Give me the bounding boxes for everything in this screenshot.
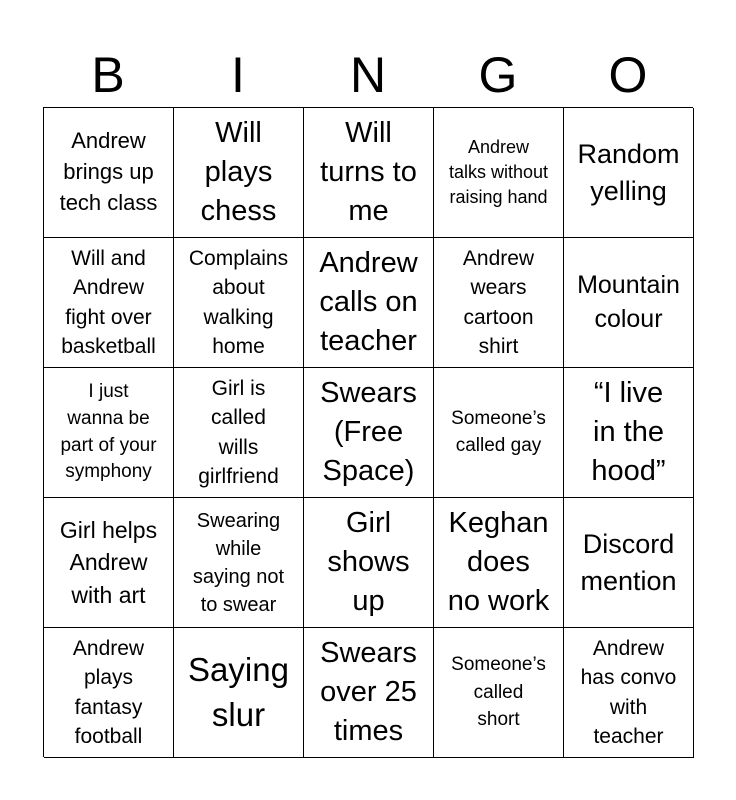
bingo-cell[interactable]	[564, 368, 694, 498]
bingo-cell[interactable]	[174, 108, 304, 238]
bingo-cell-text: Swears (Free Space)	[320, 376, 417, 488]
bingo-cell-text: Saying slur	[188, 650, 289, 733]
bingo-cell-text: Someone’s called gay	[451, 407, 546, 456]
bingo-cell[interactable]	[304, 368, 434, 498]
bingo-cell[interactable]	[44, 238, 174, 368]
bingo-cell-text: Will plays chess	[200, 116, 277, 228]
bingo-cell-text: Will turns to me	[320, 116, 417, 228]
bingo-cell-text: Girl shows up	[327, 506, 410, 618]
bingo-cell-text: Andrew talks without raising hand	[448, 136, 549, 208]
bingo-cell[interactable]	[434, 368, 564, 498]
bingo-cell-text: Discord mention	[580, 529, 677, 596]
bingo-cell[interactable]	[434, 498, 564, 628]
bingo-cell-text: Andrew wears cartoon shirt	[462, 246, 535, 358]
header-letter-b: B	[91, 47, 125, 103]
header-letter-n: N	[349, 47, 387, 103]
bingo-cell-text: Will and Andrew fight over basketball	[61, 246, 156, 358]
bingo-cell-text: Andrew has convo with teacher	[580, 636, 677, 748]
bingo-cell[interactable]	[304, 108, 434, 238]
bingo-cell[interactable]	[304, 238, 434, 368]
bingo-cell[interactable]	[564, 498, 694, 628]
bingo-cell-text: Keghan does no work	[447, 506, 550, 618]
bingo-board	[43, 107, 693, 757]
bingo-cell[interactable]	[44, 108, 174, 238]
bingo-cell-text: Andrew calls on teacher	[319, 246, 418, 358]
bingo-cell-text: Girl is called wills girlfriend	[198, 376, 279, 488]
bingo-cell[interactable]	[434, 628, 564, 758]
bingo-cell-text: Swears over 25 times	[320, 636, 417, 748]
bingo-cell[interactable]	[304, 498, 434, 628]
bingo-cell[interactable]	[434, 238, 564, 368]
bingo-cell[interactable]	[44, 628, 174, 758]
bingo-cell[interactable]	[44, 498, 174, 628]
bingo-cell-text: Mountain colour	[577, 270, 680, 333]
bingo-cell-text: Andrew plays fantasy football	[72, 636, 145, 748]
header-letter-o: O	[608, 47, 648, 103]
bingo-cell[interactable]	[564, 238, 694, 368]
bingo-cell[interactable]	[174, 498, 304, 628]
bingo-cell[interactable]	[434, 108, 564, 238]
bingo-header	[43, 46, 693, 104]
bingo-cell-text: I just wanna be part of your symphony	[60, 381, 157, 483]
header-letter-i: I	[231, 47, 245, 103]
bingo-cell-text: Someone’s called short	[451, 654, 546, 731]
bingo-cell-text: Random yelling	[577, 139, 680, 206]
bingo-cell[interactable]	[564, 108, 694, 238]
bingo-cell[interactable]	[44, 368, 174, 498]
bingo-cell-text: Swearing while saying not to swear	[192, 509, 285, 616]
bingo-cell[interactable]	[304, 628, 434, 758]
header-letter-g: G	[478, 47, 518, 103]
bingo-cell-text: Girl helps Andrew with art	[59, 517, 158, 608]
bingo-cell-text: Andrew brings up tech class	[59, 128, 158, 215]
bingo-cell[interactable]	[564, 628, 694, 758]
bingo-cell-text: “I live in the hood”	[591, 376, 666, 488]
bingo-cell[interactable]	[174, 238, 304, 368]
bingo-cell-text: Complains about walking home	[188, 246, 289, 358]
bingo-cell[interactable]	[174, 628, 304, 758]
bingo-cell[interactable]	[174, 368, 304, 498]
